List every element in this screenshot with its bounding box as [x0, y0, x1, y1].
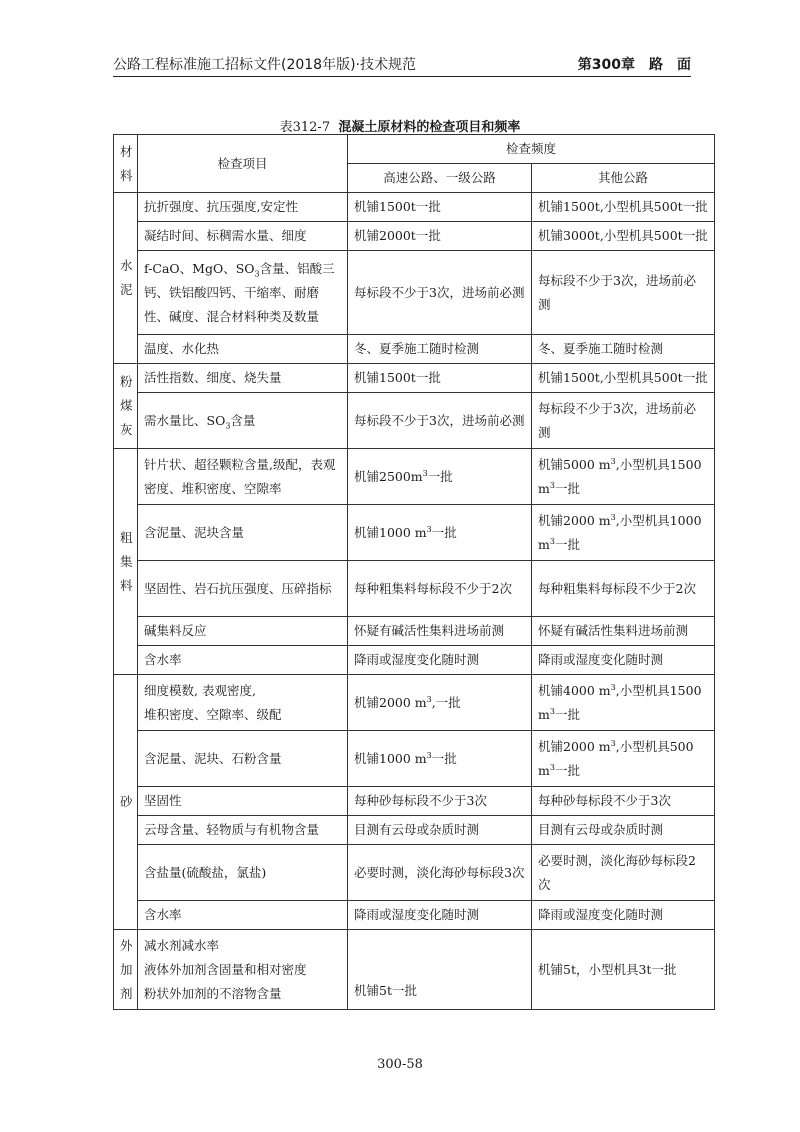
highway-cell: 怀疑有碱活性集料进场前测: [348, 617, 532, 646]
other-cell: 机铺3000t,小型机具500t一批: [532, 222, 715, 251]
other-cell: 怀疑有碱活性集料进场前测: [532, 617, 715, 646]
inspection-table: [113, 134, 715, 1010]
highway-cell: 目测有云母或杂质时测: [348, 816, 532, 845]
table-row: [114, 335, 715, 364]
table-row: [114, 930, 715, 1010]
other-cell: 降雨或湿度变化随时测: [532, 646, 715, 675]
table-row: [114, 393, 715, 449]
material-admixture: 外加剂: [114, 930, 138, 1010]
other-cell: 每种砂每标段不少于3次: [532, 787, 715, 816]
other-cell: 机铺2000 $m^3$,小型机具1000 $m^3$一批: [532, 505, 715, 561]
table-row: [114, 193, 715, 222]
highway-cell: 机铺1000 $m^3$一批: [348, 731, 532, 787]
table-row: [114, 617, 715, 646]
material-flyash: 粉煤灰: [114, 364, 138, 449]
other-cell: 降雨或湿度变化随时测: [532, 901, 715, 930]
page-number: 300-58: [377, 1057, 423, 1072]
highway-cell: 机铺1500t一批: [348, 193, 532, 222]
other-cell: 机铺5000 $m^3$,小型机具1500 $m^3$一批: [532, 449, 715, 505]
other-cell: 目测有云母或杂质时测: [532, 816, 715, 845]
table-caption: [0, 116, 800, 135]
header-material: 材料: [114, 135, 138, 193]
table-row: [114, 646, 715, 675]
table-header-row: [114, 135, 715, 164]
highway-cell: 机铺$2500m^3$一批: [348, 449, 532, 505]
table-row: [114, 449, 715, 505]
table-row: [114, 364, 715, 393]
other-cell: 每种粗集料每标段不少于2次: [532, 561, 715, 617]
table-row: [114, 731, 715, 787]
item-cell: 碱集料反应: [138, 617, 348, 646]
highway-cell: 必要时测，淡化海砂每标段3次: [348, 845, 532, 901]
other-cell: 每标段不少于3次，进场前必测: [532, 393, 715, 449]
other-cell: 每标段不少于3次，进场前必测: [532, 251, 715, 335]
item-cell: 针片状、超径颗粒含量,级配，表观密度、堆积密度、空隙率: [138, 449, 348, 505]
material-cement: 水泥: [114, 193, 138, 364]
table-row: [114, 787, 715, 816]
item-cell: 温度、水化热: [138, 335, 348, 364]
highway-cell: 每标段不少于3次，进场前必测: [348, 393, 532, 449]
header-other: 其他公路: [532, 164, 715, 193]
other-cell: 冬、夏季施工随时检测: [532, 335, 715, 364]
item-cell: 坚固性: [138, 787, 348, 816]
item-cell: 含水率: [138, 646, 348, 675]
table-row: [114, 505, 715, 561]
highway-cell: 机铺1500t一批: [348, 364, 532, 393]
item-cell: 含盐量(硫酸盐，氯盐): [138, 845, 348, 901]
item-cell: 细度模数, 表观密度, 堆积密度、空隙率、级配: [138, 675, 348, 731]
table-row: [114, 675, 715, 731]
highway-cell: 每种粗集料每标段不少于2次: [348, 561, 532, 617]
item-cell: f-CaO、MgO、$SO_3$含量、铝酸三钙、铁铝酸四钙、干缩率、耐磨性、碱度、混合材料种类及数量: [138, 251, 348, 335]
header-frequency: 检查频度: [348, 135, 715, 164]
item-cell: 需水量比、$SO_3$含量: [138, 393, 348, 449]
item-cell: 活性指数、细度、烧失量: [138, 364, 348, 393]
item-cell: 含水率: [138, 901, 348, 930]
item-cell: 云母含量、轻物质与有机物含量: [138, 816, 348, 845]
table-row: [114, 251, 715, 335]
page-header: [113, 52, 691, 77]
highway-cell: 机铺2000t一批: [348, 222, 532, 251]
other-cell: 机铺1500t,小型机具500t一批: [532, 364, 715, 393]
table-title: 混凝土原材料的检查项目和频率: [338, 120, 521, 135]
material-sand: 砂: [114, 675, 138, 930]
header-item: 检查项目: [138, 135, 348, 193]
other-cell: 机铺1500t,小型机具500t一批: [532, 193, 715, 222]
item-cell: 凝结时间、标稠需水量、细度: [138, 222, 348, 251]
header-document-title: 公路工程标准施工招标文件(2018年版)·技术规范: [113, 57, 417, 73]
item-cell: 含泥量、泥块含量: [138, 505, 348, 561]
highway-cell: 冬、夏季施工随时检测: [348, 335, 532, 364]
header-highway: 高速公路、一级公路: [348, 164, 532, 193]
item-cell: 含泥量、泥块、石粉含量: [138, 731, 348, 787]
table-row: [114, 816, 715, 845]
item-cell: 坚固性、岩石抗压强度、压碎指标: [138, 561, 348, 617]
table-row: [114, 901, 715, 930]
table-number: 表312-7: [279, 120, 331, 135]
highway-cell: 降雨或湿度变化随时测: [348, 901, 532, 930]
header-chapter: 第300章 路 面: [577, 57, 691, 73]
material-coarse-aggregate: 粗集料: [114, 449, 138, 675]
item-cell: 减水剂减水率 液体外加剂含固量和相对密度 粉状外加剂的不溶物含量: [138, 930, 348, 1010]
table-row: [114, 845, 715, 901]
highway-cell: 机铺5t一批: [348, 930, 532, 1010]
other-cell: 机铺4000 $m^3$,小型机具1500 $m^3$一批: [532, 675, 715, 731]
highway-cell: 每标段不少于3次，进场前必测: [348, 251, 532, 335]
other-cell: 机铺2000 $m^3$,小型机具500 $m^3$一批: [532, 731, 715, 787]
other-cell: 机铺5t，小型机具3t一批: [532, 930, 715, 1010]
item-cell: 抗折强度、抗压强度,安定性: [138, 193, 348, 222]
highway-cell: 机铺2000 $m^3$,一批: [348, 675, 532, 731]
table-row: [114, 561, 715, 617]
table-row: [114, 222, 715, 251]
highway-cell: 降雨或湿度变化随时测: [348, 646, 532, 675]
highway-cell: 每种砂每标段不少于3次: [348, 787, 532, 816]
highway-cell: 机铺1000 $m^3$一批: [348, 505, 532, 561]
other-cell: 必要时测，淡化海砂每标段2次: [532, 845, 715, 901]
